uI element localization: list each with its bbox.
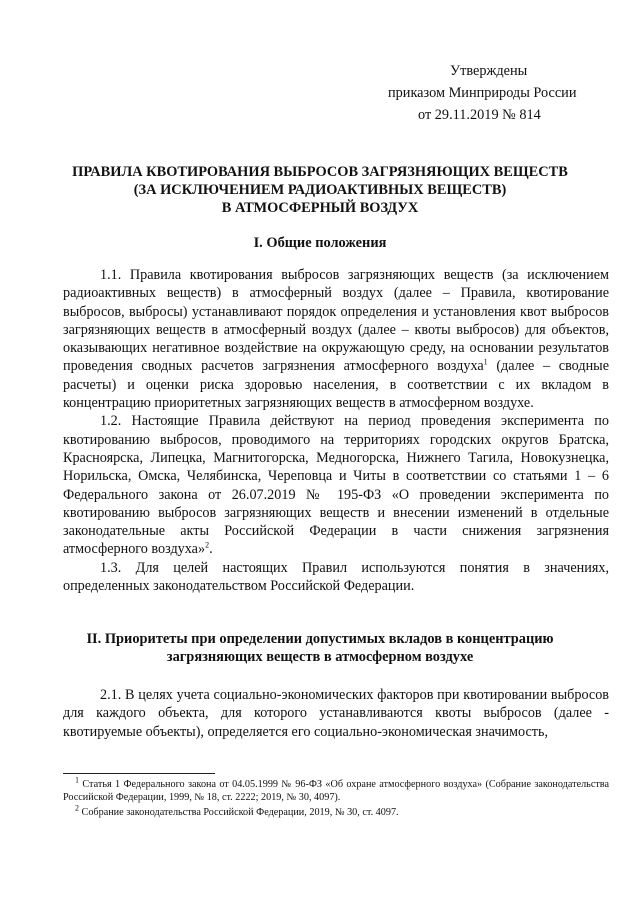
footnote-1-text: Статья 1 Федерального закона от 04.05.1999 № 96-ФЗ «Об охране атмосферного воздуха» (Собрание законодательства Российской Федерации, 1999, № 18, ст. 2222; 2019, № 30, 4097). — [63, 779, 609, 803]
footnote-ref-1: 1 — [483, 357, 488, 367]
section-2-body — [63, 686, 609, 741]
paragraph-1-2 — [63, 412, 609, 558]
section-1-heading: I. Общие положения — [253, 235, 387, 251]
paragraph-1-2-text: 1.2. Настоящие Правила действуют на период проведения эксперимента по квотированию выбросов, проводимого на территориях городских округов Братска, Красноярска, Липецка, Магнитогорска, Медногорска, Нижнего Тагила, Новокузнецка, Норильска, Омска, Челябинска, Череповца и Читы в соответствии со статьями 1 – 6 Федерального закона от 26.07.2019 № 195-ФЗ «О проведении эксперимента по квотированию выбросов загрязняющих веществ и внесении изменений в отдельные законодательные акты Российской Федерации в части снижения загрязнения атмосферного воздуха» — [63, 413, 609, 558]
section-2-heading-line-2: загрязняющих веществ в атмосферном воздухе — [166, 649, 474, 665]
section-1-body — [63, 266, 609, 595]
document-title — [40, 163, 600, 217]
paragraph-1-2-text-end: . — [209, 541, 213, 558]
footnote-2 — [63, 803, 609, 819]
footnote-2-mark: 2 — [75, 803, 79, 813]
footnotes — [63, 775, 609, 819]
title-line-3: В АТМОСФЕРНЫЙ ВОЗДУХ — [221, 200, 419, 216]
footnote-1-mark: 1 — [75, 775, 79, 785]
approval-line-approved: Утверждены — [450, 63, 528, 79]
paragraph-1-1 — [63, 266, 609, 412]
title-line-1: ПРАВИЛА КВОТИРОВАНИЯ ВЫБРОСОВ ЗАГРЯЗНЯЮЩИХ ВЕЩЕСТВ — [72, 164, 568, 180]
paragraph-1-1-text-cont: (далее – сводные расчеты) и оценки риска здоровью населения, в соответствии с их вкладом в концентрацию приоритетных загрязняющих веществ в атмосферном воздухе. — [63, 358, 609, 412]
paragraph-1-3: 1.3. Для целей настоящих Правил используются понятия в значениях, определенных законодательством Российской Федерации. — [63, 559, 609, 595]
approval-line-order: приказом Минприроды России — [388, 85, 577, 101]
approval-block — [380, 60, 630, 126]
footnote-1 — [63, 775, 609, 804]
footnote-separator — [63, 773, 215, 774]
paragraph-2-1: 2.1. В целях учета социально-экономических факторов при квотировании выбросов для каждого объекта, для которого устанавливаются квоты выбросов (далее - квотируемые объекты), определяется его социально-экономическая значимость, — [63, 687, 609, 740]
section-2-heading-line-1: II. Приоритеты при определении допустимых вкладов в концентрацию — [86, 631, 554, 647]
section-2-heading — [40, 630, 600, 666]
footnote-2-text: Собрание законодательства Российской Федерации, 2019, № 30, ст. 4097. — [79, 807, 399, 818]
paragraph-1-1-text: 1.1. Правила квотирования выбросов загрязняющих веществ (за исключением радиоактивных веществ) в атмосферный воздух (далее – Правила, квотирование выбросов, выбросы) устанавливают порядок определения и установления квот выбросов загрязняющих веществ в атмосферный воздух (далее – квоты выбросов) для объектов, оказывающих негативное воздействие на окружающую среду, на основании результатов проведения сводных расчетов загрязнения атмосферного воздуха — [63, 267, 609, 375]
title-line-2: (ЗА ИСКЛЮЧЕНИЕМ РАДИОАКТИВНЫХ ВЕЩЕСТВ) — [133, 182, 507, 198]
approval-line-date: от 29.11.2019 № 814 — [418, 107, 541, 123]
footnote-ref-2: 2 — [205, 540, 210, 550]
